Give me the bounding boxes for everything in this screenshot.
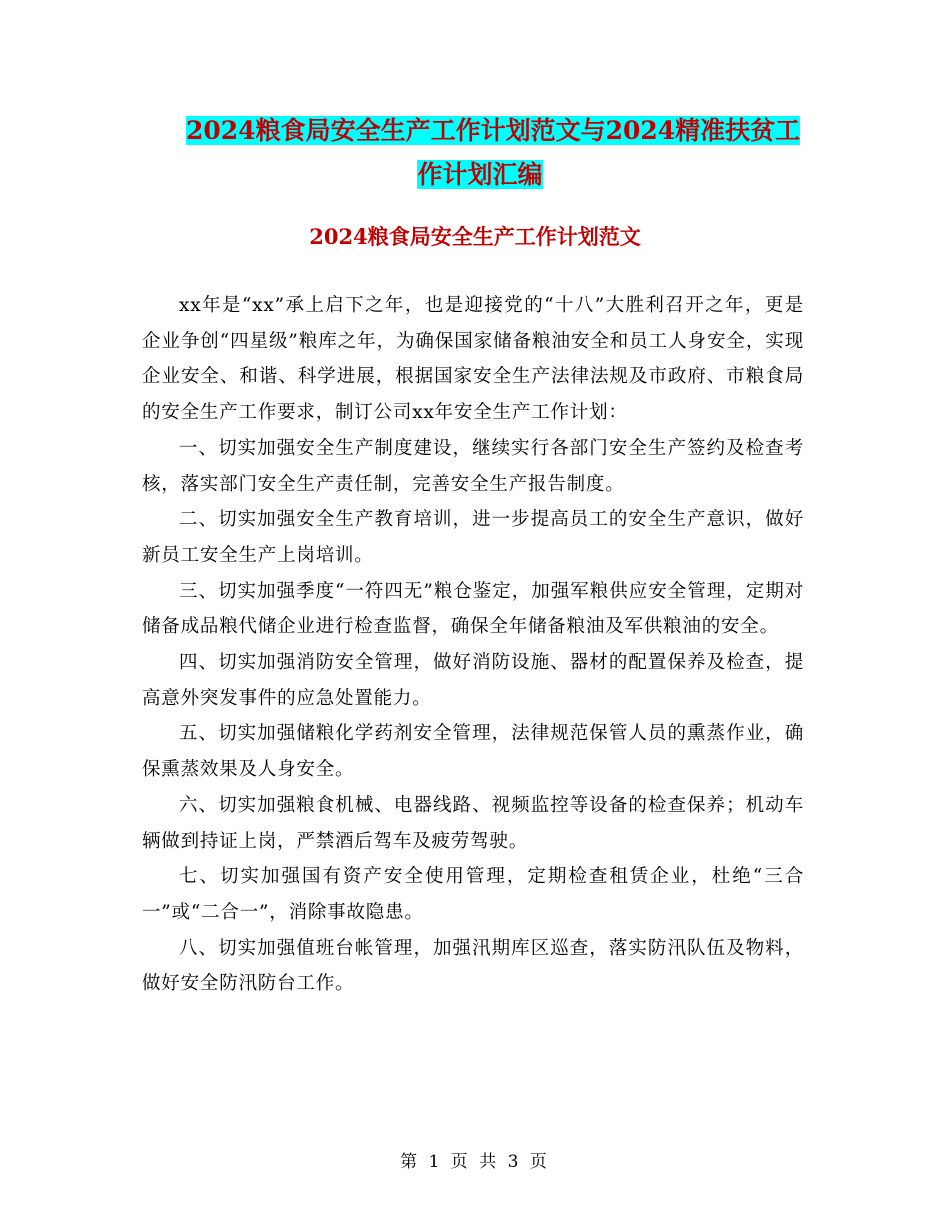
paragraph-item-2: 二、切实加强安全生产教育培训，进一步提高员工的安全生产意识，做好新员工安全生产上岗培训。 [142,509,804,566]
section-title: 2024粮食局安全生产工作计划范文 [309,224,641,249]
paragraph-item-6: 六、切实加强粮食机械、电器线路、视频监控等设备的检查保养；机动车辆做到持证上岗，严禁酒后驾车及疲劳驾驶。 [142,794,804,852]
paragraph-item-4: 四、切实加强消防安全管理，做好消防设施、器材的配置保养及检查，提高意外突发事件的应急处置能力。 [142,652,804,709]
page-footer: 第 1 页 共 3 页 [400,1152,550,1172]
paragraph-item-3: 三、切实加强季度“一符四无”粮仓鉴定，加强军粮供应安全管理，定期对储备成品粮代储企业进行检查监督，确保全年储备粮油及军供粮油的安全。 [142,580,804,638]
paragraph-item-1: 一、切实加强安全生产制度建设，继续实行各部门安全生产签约及检查考核，落实部门安全生产责任制，完善安全生产报告制度。 [142,437,804,495]
paragraph-item-8: 八、切实加强值班台帐管理，加强汛期库区巡查，落实防汛队伍及物料，做好安全防汛防台工作。 [142,937,804,995]
title-highlight-1: 2024粮食局安全生产工作计划范文与2024精准扶贫工 [186,116,801,145]
paragraph-intro: xx年是“xx”承上启下之年，也是迎接党的“十八”大胜利召开之年，更是企业争创“四星级”粮库之年，为确保国家储备粮油安全和员工人身安全，实现企业安全、和谐、科学进展，根据国家安全生产法律法规及市政府、市粮食局的安全生产工作要求，制订公司xx年安全生产工作计划： [142,295,804,424]
document-title-line-1 [186,108,810,154]
paragraph-item-5: 五、切实加强储粮化学药剂安全管理，法律规范保管人员的熏蒸作业，确保熏蒸效果及人身安全。 [142,723,804,781]
paragraph-item-7: 七、切实加强国有资产安全使用管理，定期检查租赁企业，杜绝“三合一”或“二合一”，消除事故隐患。 [142,866,804,923]
document-body [142,288,804,1002]
title-highlight-2: 作计划汇编 [417,160,543,189]
document-title-line-2 [130,152,830,198]
